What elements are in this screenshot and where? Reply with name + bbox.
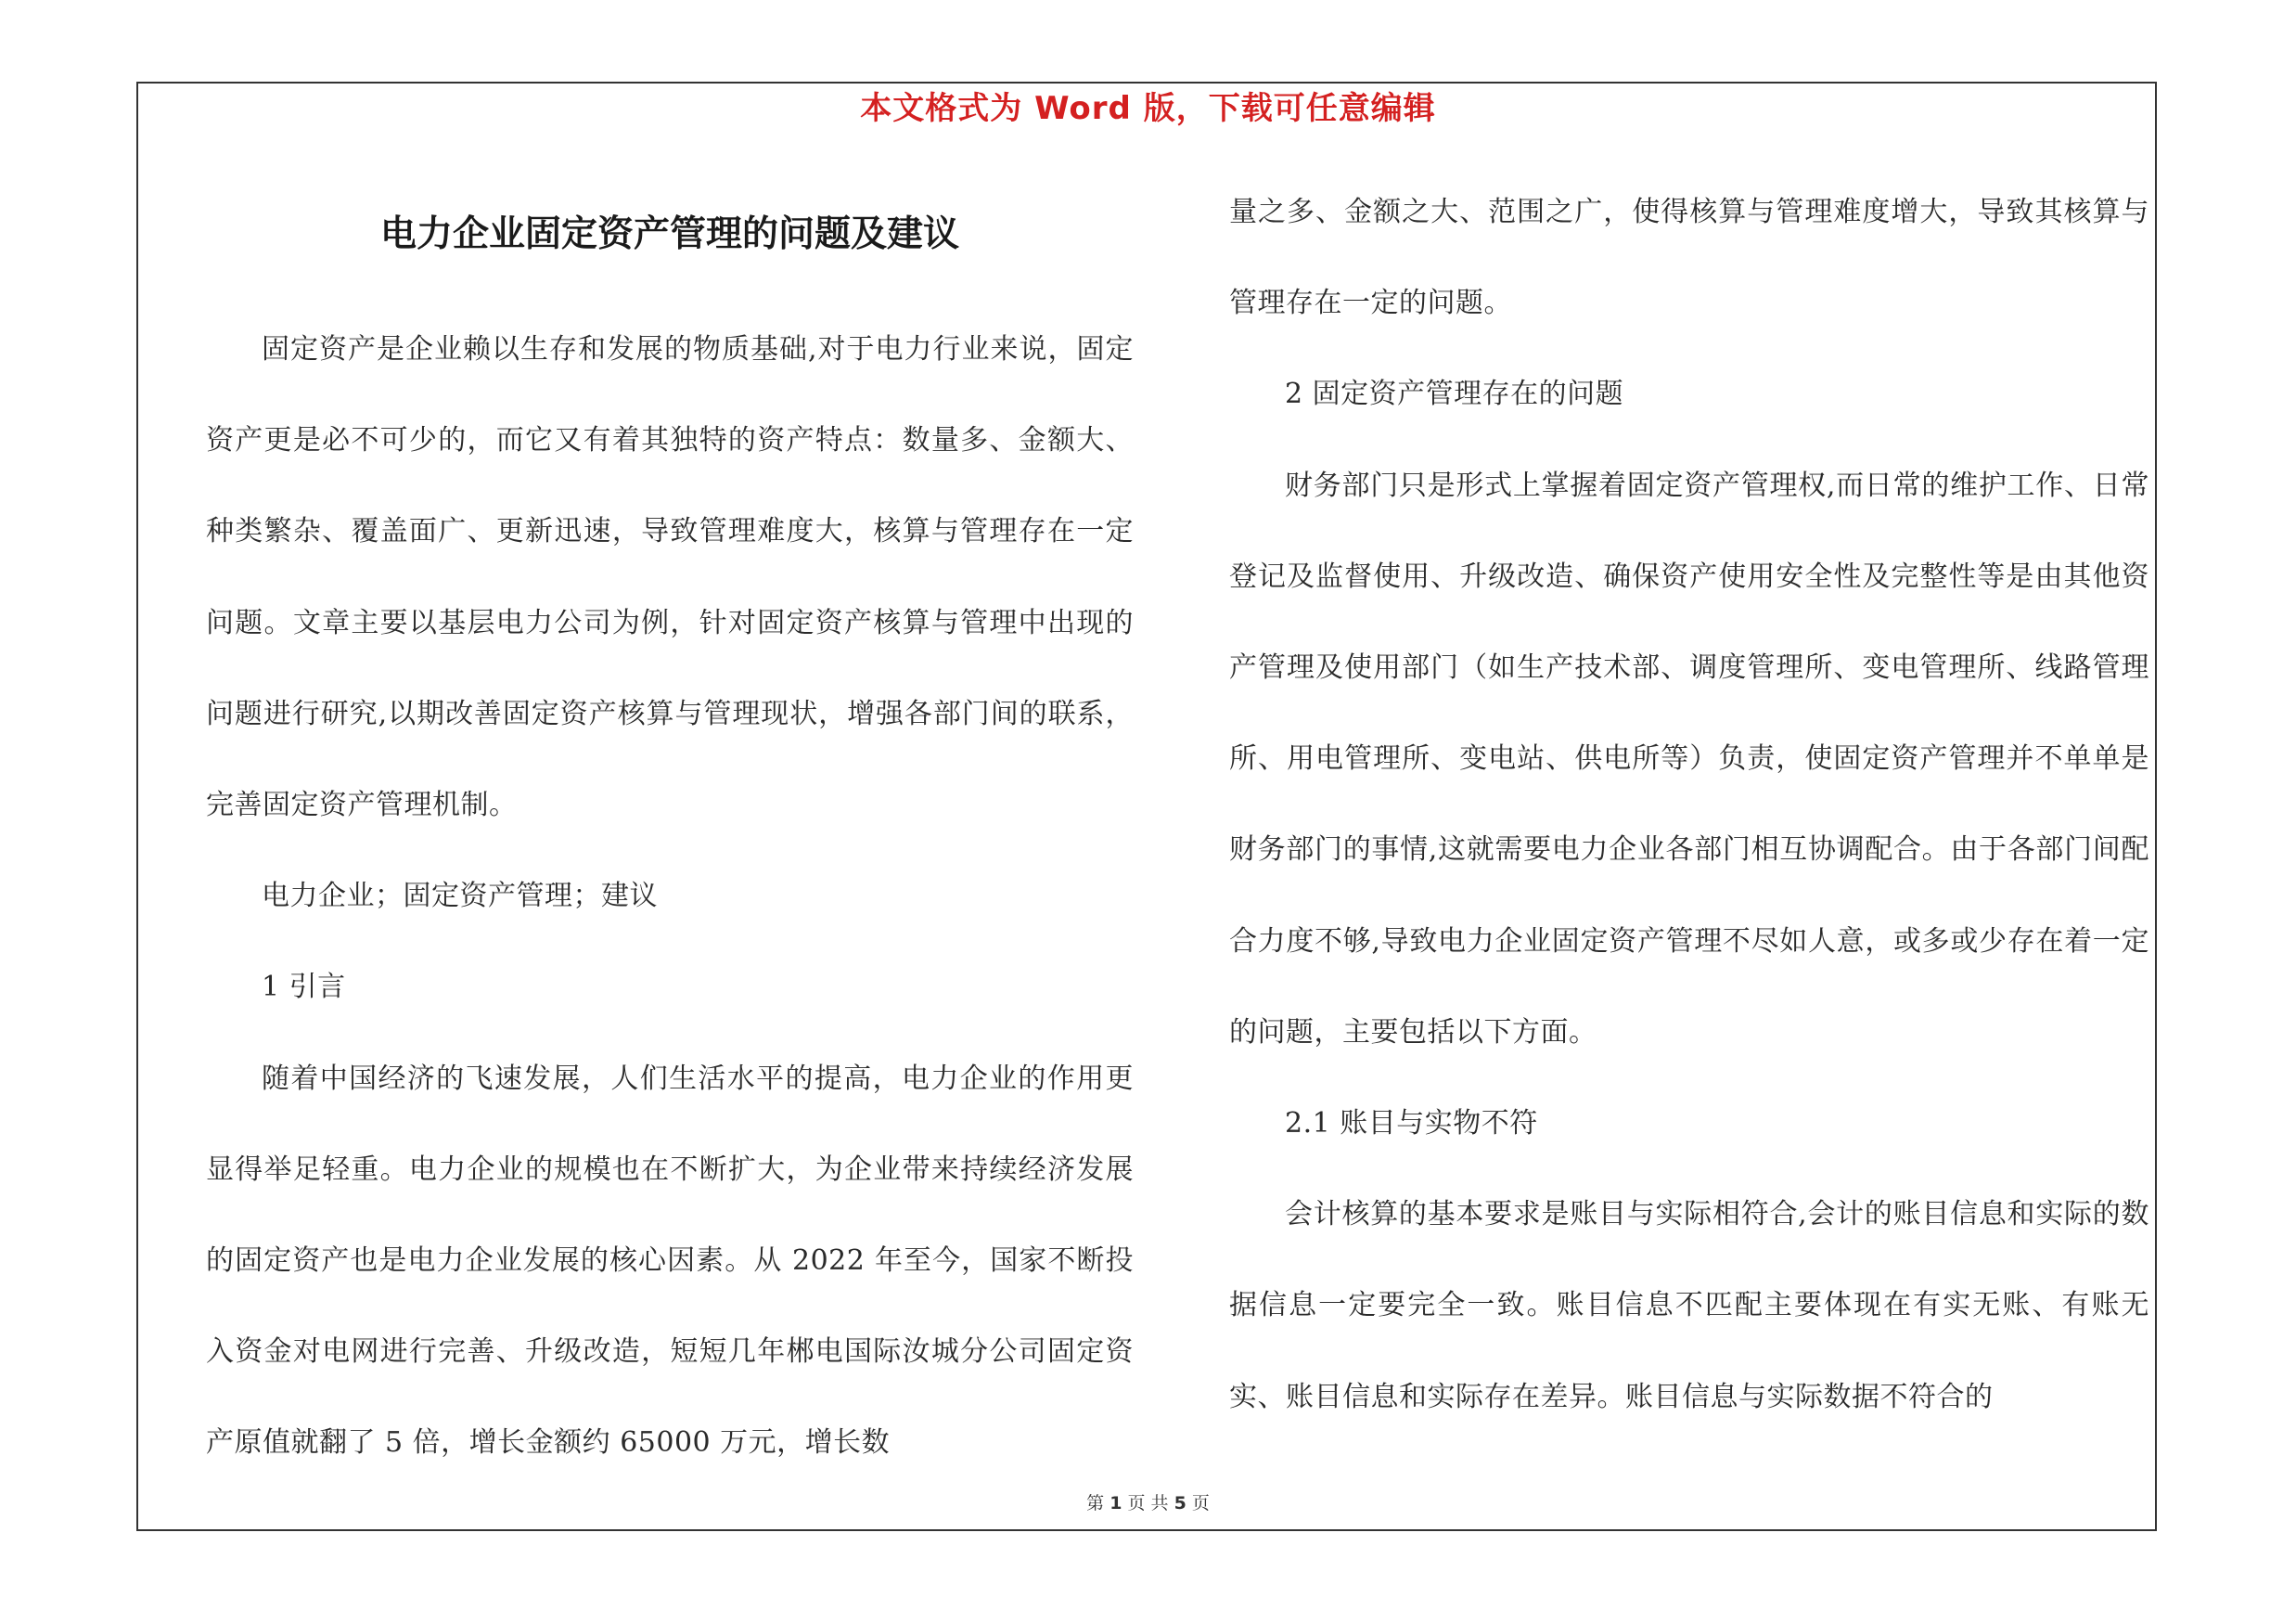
footer-total-pages: 5 (1174, 1493, 1186, 1514)
paragraph-accounts: 会计核算的基本要求是账目与实际相符合,会计的账目信息和实际的数据信息一定要完全一致。账目信息不匹配主要体现在有实无账、有账无实、账目信息和实际存在差异。账目信息与实际数据不符合的 (1229, 1198, 2149, 1413)
footer-current-page: 1 (1110, 1493, 1122, 1514)
section-heading-introduction: 1 引言 (262, 971, 346, 1004)
paragraph-keywords: 电力企业；固定资产管理；建议 (262, 880, 658, 913)
section-heading-problems: 2 固定资产管理存在的问题 (1285, 378, 1624, 411)
document-title: 电力企业固定资产管理的问题及建议 (379, 213, 959, 255)
footer-suffix: 页 (1191, 1493, 1210, 1514)
paragraph-introduction: 随着中国经济的飞速发展，人们生活水平的提高，电力企业的作用更显得举足轻重。电力企业的规模也在不断扩大，为企业带来持续经济发展的固定资产也是电力企业发展的核心因素。从 2022 年至今，国家不断投入资金对电网进行完善、升级改造，短短几年郴电国际汝城分公司固定资产原值就翻了 5 倍，增长金额约 65000 万元，增长数 (206, 1062, 1134, 1460)
footer-prefix: 第 (1086, 1493, 1105, 1514)
left-column (206, 304, 1134, 1489)
paragraph-problems: 财务部门只是形式上掌握着固定资产管理权,而日常的维护工作、日常登记及监督使用、升级改造、确保资产使用安全性及完整性等是由其他资产管理及使用部门（如生产技术部、调度管理所、变电管理所、线路管理所、用电管理所、变电站、供电所等）负责，使固定资产管理并不单单是财务部门的事情,这就需要电力企业各部门相互协调配合。由于各部门间配合力度不够,导致电力企业固定资产管理不尽如人意，或多或少存在着一定的问题，主要包括以下方面。 (1229, 469, 2149, 1049)
paragraph-abstract: 固定资产是企业赖以生存和发展的物质基础,对于电力行业来说，固定资产更是必不可少的，而它又有着其独特的资产特点：数量多、金额大、种类繁杂、覆盖面广、更新迅速，导致管理难度大，核算与管理存在一定问题。文章主要以基层电力公司为例，针对固定资产核算与管理中出现的问题进行研究,以期改善固定资产核算与管理现状，增强各部门间的联系，完善固定资产管理机制。 (206, 333, 1134, 822)
paragraph-continuation: 量之多、金额之大、范围之广，使得核算与管理难度增大，导致其核算与管理存在一定的问题。 (1229, 196, 2149, 320)
footer-middle: 页 共 (1127, 1493, 1169, 1514)
word-format-banner: 本文格式为 Word 版，下载可任意编辑 (860, 90, 1436, 127)
right-column (1229, 167, 2149, 1443)
subsection-heading-accounts: 2.1 账目与实物不符 (1285, 1107, 1538, 1140)
page-number-footer (0, 1489, 2296, 1517)
